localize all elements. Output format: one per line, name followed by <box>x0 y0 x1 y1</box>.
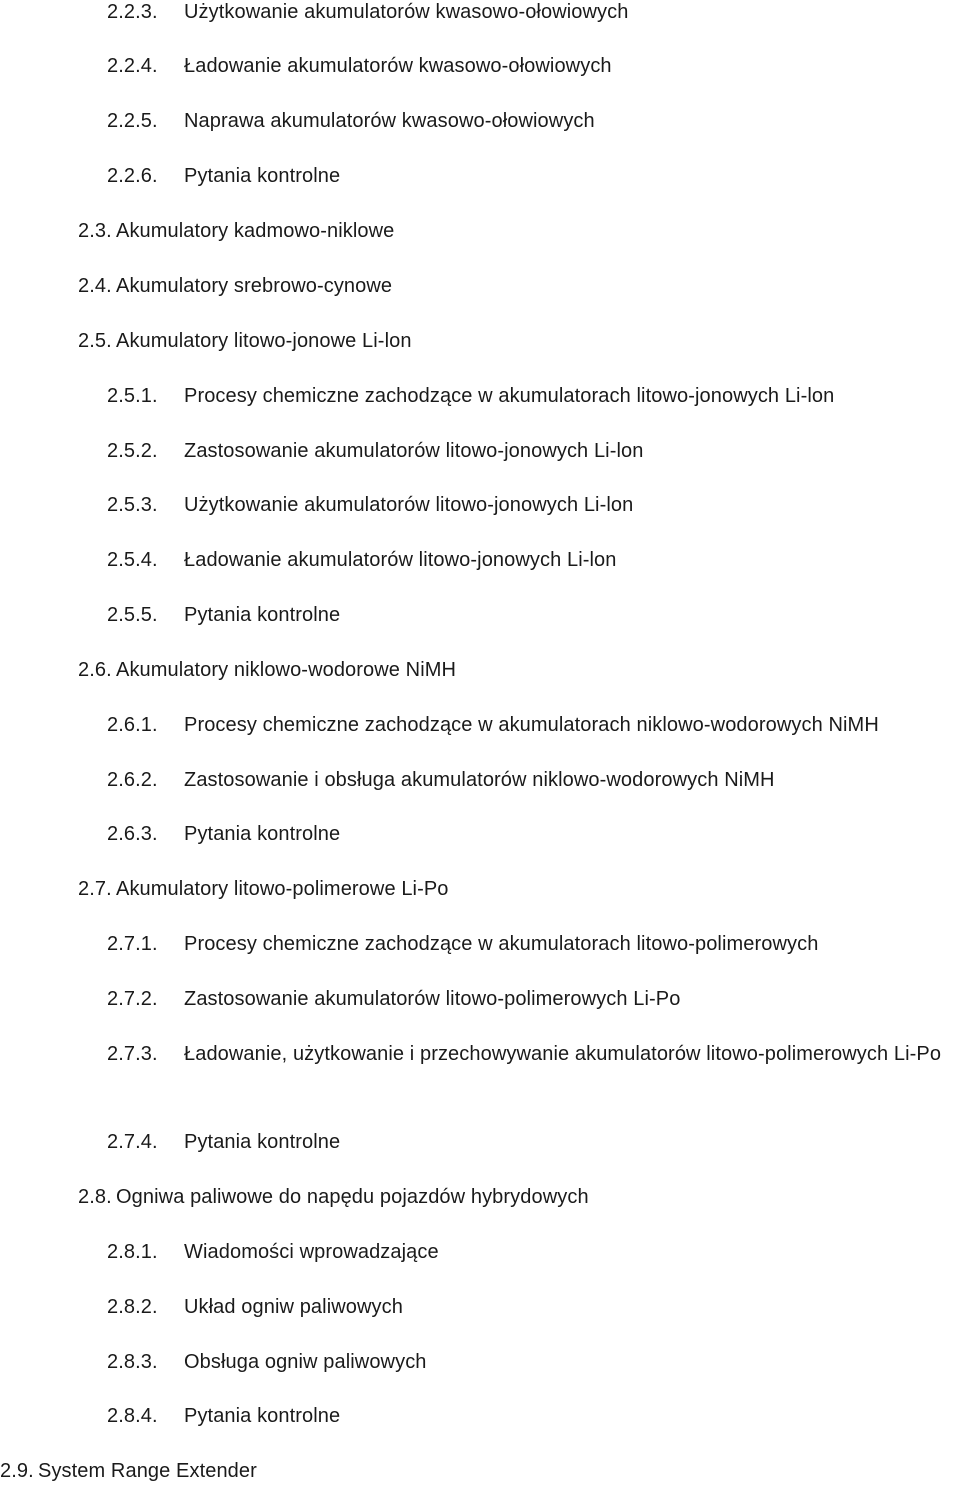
toc-entry <box>107 708 879 742</box>
toc-entry <box>107 927 818 961</box>
toc-entry-title: Ładowanie, użytkowanie i przechowywanie akumulatorów litowo-polimerowych Li-Po <box>184 1043 942 1065</box>
toc-entry <box>107 49 612 83</box>
toc-entry-title: Pytania kontrolne <box>184 604 341 626</box>
toc-entry <box>107 1290 403 1324</box>
toc-entry-number: 2.5.2. <box>107 440 158 462</box>
toc-entry-number: 2.8.4. <box>107 1405 158 1427</box>
toc-entry-number: 2.2.6. <box>107 165 158 187</box>
toc-entry-number: 2.7.3. <box>107 1043 158 1065</box>
toc-entry-title: Pytania kontrolne <box>184 823 341 845</box>
toc-entry-number: 2.5. <box>78 330 112 352</box>
toc-entry-number: 2.6.1. <box>107 714 158 736</box>
toc-entry <box>0 1454 257 1488</box>
toc-entry <box>107 488 633 522</box>
toc-entry-title: Ładowanie akumulatorów litowo-jonowych Li-lon <box>184 549 617 571</box>
toc-entry-number: 2.7.2. <box>107 988 158 1010</box>
toc-entry <box>107 982 680 1016</box>
toc-entry-number: 2.9. <box>0 1460 34 1482</box>
toc-entry-number: 2.6. <box>78 659 112 681</box>
toc-entry-number: 2.6.3. <box>107 823 158 845</box>
toc-entry-title: Naprawa akumulatorów kwasowo-ołowiowych <box>184 110 595 132</box>
toc-entry-title: Zastosowanie akumulatorów litowo-polimerowych Li-Po <box>184 988 681 1010</box>
toc-entry-number: 2.5.5. <box>107 604 158 626</box>
toc-entry-title: Użytkowanie akumulatorów kwasowo-ołowiowych <box>184 1 629 23</box>
toc-entry-title: Akumulatory litowo-jonowe Li-lon <box>116 330 412 352</box>
toc-entry <box>78 653 456 687</box>
toc-entry <box>78 269 392 303</box>
toc-entry-title: Pytania kontrolne <box>184 1131 341 1153</box>
toc-entry-title: Zastosowanie akumulatorów litowo-jonowych Li-lon <box>184 440 644 462</box>
toc-entry-title: Akumulatory niklowo-wodorowe NiMH <box>116 659 457 681</box>
toc-entry-title: Zastosowanie i obsługa akumulatorów niklowo-wodorowych NiMH <box>184 769 775 791</box>
toc-entry-number: 2.6.2. <box>107 769 158 791</box>
toc-entry-number: 2.2.3. <box>107 1 158 23</box>
toc-entry-number: 2.2.5. <box>107 110 158 132</box>
toc-entry <box>107 0 628 29</box>
toc-entry-title: System Range Extender <box>38 1460 257 1482</box>
toc-entry <box>107 1235 439 1269</box>
toc-entry-title: Ładowanie akumulatorów kwasowo-ołowiowych <box>184 55 612 77</box>
toc-entry-number: 2.8.1. <box>107 1241 158 1263</box>
toc-entry-number: 2.7.4. <box>107 1131 158 1153</box>
toc-entry <box>107 434 643 468</box>
toc-entry-number: 2.4. <box>78 275 112 297</box>
toc-entry <box>107 159 340 193</box>
toc-entry-number: 2.7. <box>78 878 112 900</box>
toc-entry <box>107 598 340 632</box>
toc-entry <box>107 104 595 138</box>
toc-entry-number: 2.8.2. <box>107 1296 158 1318</box>
toc-entry <box>107 1125 340 1159</box>
toc-entry <box>78 214 394 248</box>
toc-entry-title: Pytania kontrolne <box>184 1405 341 1427</box>
toc-entry-title: Układ ogniw paliwowych <box>184 1296 403 1318</box>
toc-entry-number: 2.7.1. <box>107 933 158 955</box>
toc-entry <box>78 872 449 906</box>
toc-entry <box>107 1345 427 1379</box>
toc-entry <box>107 763 775 797</box>
toc-entry-title: Pytania kontrolne <box>184 165 341 187</box>
toc-entry-title: Procesy chemiczne zachodzące w akumulatorach niklowo-wodorowych NiMH <box>184 714 879 736</box>
toc-entry <box>107 379 834 413</box>
toc-entry-title: Akumulatory kadmowo-niklowe <box>116 220 395 242</box>
toc-entry-number: 2.5.3. <box>107 494 158 516</box>
toc-entry-title: Użytkowanie akumulatorów litowo-jonowych Li-lon <box>184 494 634 516</box>
toc-entry-number: 2.8.3. <box>107 1351 158 1373</box>
toc-entry <box>107 1399 340 1433</box>
toc-entry <box>107 543 617 577</box>
toc-entry-title: Akumulatory litowo-polimerowe Li-Po <box>116 878 449 900</box>
toc-entry-title: Procesy chemiczne zachodzące w akumulatorach litowo-polimerowych <box>184 933 819 955</box>
toc-entry <box>107 1037 944 1071</box>
toc-entry-title: Akumulatory srebrowo-cynowe <box>116 275 393 297</box>
toc-entry-title: Ogniwa paliwowe do napędu pojazdów hybrydowych <box>116 1186 589 1208</box>
toc-entry <box>107 817 340 851</box>
toc-entry-number: 2.2.4. <box>107 55 158 77</box>
toc-entry <box>78 324 412 358</box>
toc-entry-title: Wiadomości wprowadzające <box>184 1241 439 1263</box>
toc-entry <box>78 1180 589 1214</box>
toc-entry-number: 2.5.4. <box>107 549 158 571</box>
toc-entry-number: 2.3. <box>78 220 112 242</box>
toc-entry-title: Procesy chemiczne zachodzące w akumulatorach litowo-jonowych Li-lon <box>184 385 835 407</box>
toc-entry-title: Obsługa ogniw paliwowych <box>184 1351 427 1373</box>
toc-entry-number: 2.5.1. <box>107 385 158 407</box>
toc-entry-number: 2.8. <box>78 1186 112 1208</box>
